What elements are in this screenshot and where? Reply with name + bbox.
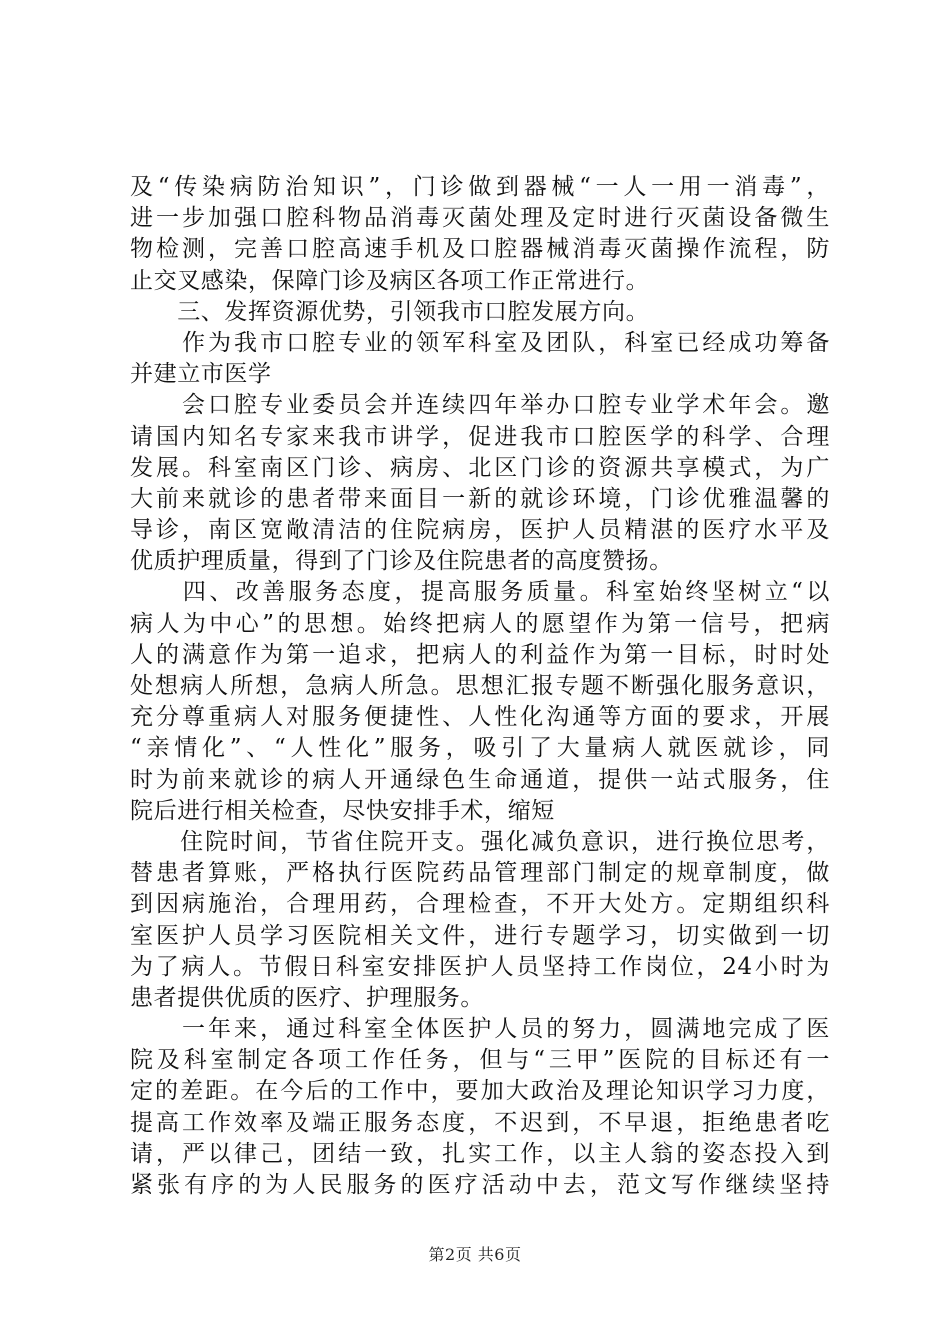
text-line: 室医护人员学习医院相关文件，进行专题学习，切实做到一切 (130, 922, 830, 949)
text-line: 院及科室制定各项工作任务，但与“三甲”医院的目标还有一 (130, 1047, 830, 1074)
text-line: 紧张有序的为人民服务的医疗活动中去，范文写作继续坚持 (130, 1172, 830, 1198)
text-line: 替患者算账，严格执行医院药品管理部门制定的规章制度，做 (130, 860, 830, 887)
text-line: 院后进行相关检查，尽快安排手术，缩短 (130, 797, 555, 824)
text-line: 会口腔专业委员会并连续四年举办口腔专业学术年会。邀 (130, 392, 830, 419)
text-line: 发展。科室南区门诊、病房、北区门诊的资源共享模式，为广 (130, 454, 830, 481)
text-line: 充分尊重病人对服务便捷性、人性化沟通等方面的要求，开展 (130, 704, 830, 731)
text-line: 时为前来就诊的病人开通绿色生命通道，提供一站式服务，住 (130, 766, 830, 793)
text-line: “亲情化”、“人性化”服务，吸引了大量病人就医就诊，同 (130, 735, 830, 762)
text-line: 住院时间，节省住院开支。强化减负意识，进行换位思考， (130, 828, 830, 855)
text-line: 进一步加强口腔科物品消毒灭菌处理及定时进行灭菌设备微生 (130, 205, 830, 232)
text-line: 为了病人。节假日科室安排医护人员坚持工作岗位，24小时为 (130, 953, 830, 980)
text-line: 导诊，南区宽敞清洁的住院病房，医护人员精湛的医疗水平及 (130, 517, 830, 544)
text-line: 优质护理质量，得到了门诊及住院患者的高度赞扬。 (130, 548, 673, 575)
text-line: 提高工作效率及端正服务态度，不迟到，不早退，拒绝患者吃 (130, 1109, 830, 1136)
page-number-footer: 第2页 共6页 (428, 1245, 522, 1264)
text-line: 到因病施治，合理用药，合理检查，不开大处方。定期组织科 (130, 891, 830, 918)
text-line: 人的满意作为第一追求，把病人的利益作为第一目标，时时处 (130, 641, 830, 668)
text-line: 作为我市口腔专业的领军科室及团队，科室已经成功筹备 (130, 329, 830, 356)
text-line: 止交叉感染，保障门诊及病区各项工作正常进行。 (130, 267, 650, 294)
text-line: 患者提供优质的医疗、护理服务。 (130, 984, 484, 1011)
text-line: 处想病人所想，急病人所急。思想汇报专题不断强化服务意识， (130, 673, 830, 699)
text-line: 大前来就诊的患者带来面目一新的就诊环境，门诊优雅温馨的 (130, 485, 830, 512)
section-heading-4: 四、改善服务态度，提高服务质量。科室始终坚树立“以 (130, 579, 830, 606)
text-line: 物检测，完善口腔高速手机及口腔器械消毒灭菌操作流程，防 (130, 236, 830, 263)
text-line: 及“传染病防治知识”，门诊做到器械“一人一用一消毒”， (130, 174, 830, 200)
text-line: 定的差距。在今后的工作中，要加大政治及理论知识学习力度， (130, 1078, 830, 1105)
text-line: 一年来，通过科室全体医护人员的努力，圆满地完成了医 (130, 1016, 830, 1043)
text-line: 请国内知名专家来我市讲学，促进我市口腔医学的科学、合理 (130, 423, 830, 450)
section-heading-3: 三、发挥资源优势，引领我市口腔发展方向。 (130, 298, 650, 325)
document-body (130, 172, 830, 1201)
text-line: 请，严以律己，团结一致，扎实工作，以主人翁的姿态投入到 (130, 1140, 830, 1167)
text-line: 病人为中心”的思想。始终把病人的愿望作为第一信号，把病 (130, 610, 830, 637)
text-line: 并建立市医学 (130, 361, 272, 388)
